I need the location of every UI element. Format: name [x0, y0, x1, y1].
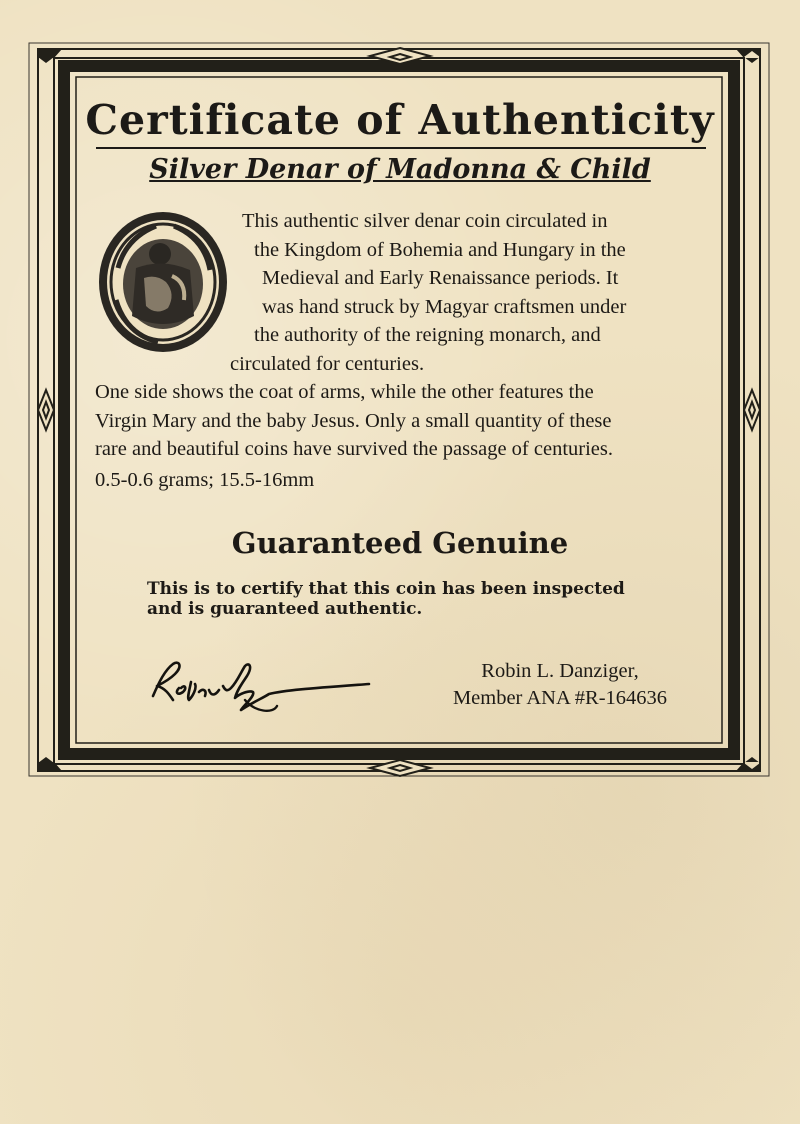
- intro-line: the authority of the reigning monarch, and: [254, 324, 601, 346]
- description-paragraph: [95, 378, 715, 464]
- signer-membership: Member ANA #R-164636: [452, 687, 668, 709]
- description-line: rare and beautiful coins have survived the passage of centuries.: [95, 438, 613, 460]
- signature-icon: [145, 652, 380, 722]
- intro-line: Medieval and Early Renaissance periods. It: [262, 267, 619, 289]
- certification-line: and is guaranteed authentic.: [147, 599, 423, 619]
- guarantee-heading: Guaranteed Genuine: [231, 526, 569, 560]
- intro-paragraph: [228, 207, 704, 378]
- intro-line: the Kingdom of Bohemia and Hungary in the: [254, 238, 626, 261]
- intro-line: was hand struck by Magyar craftsmen under: [262, 295, 627, 318]
- description-line: One side shows the coat of arms, while the other features the: [95, 381, 594, 403]
- certification-statement: [147, 579, 687, 619]
- intro-line: This authentic silver denar coin circulated in: [242, 210, 608, 232]
- intro-line: circulated for centuries.: [230, 352, 425, 375]
- description-line: Virgin Mary and the baby Jesus. Only a small quantity of these: [95, 409, 612, 432]
- certification-line: This is to certify that this coin has been inspected: [147, 579, 625, 599]
- coin-icon: [96, 208, 230, 356]
- coin-specs: 0.5-0.6 grams; 15.5-16mm: [95, 469, 315, 491]
- certificate-subtitle: Silver Denar of Madonna & Child: [149, 154, 651, 185]
- signer-name: Robin L. Danziger,: [481, 660, 639, 682]
- title-underline: [96, 147, 706, 149]
- signer-block: [420, 658, 700, 712]
- certificate-title: Certificate of Authenticity: [85, 96, 715, 144]
